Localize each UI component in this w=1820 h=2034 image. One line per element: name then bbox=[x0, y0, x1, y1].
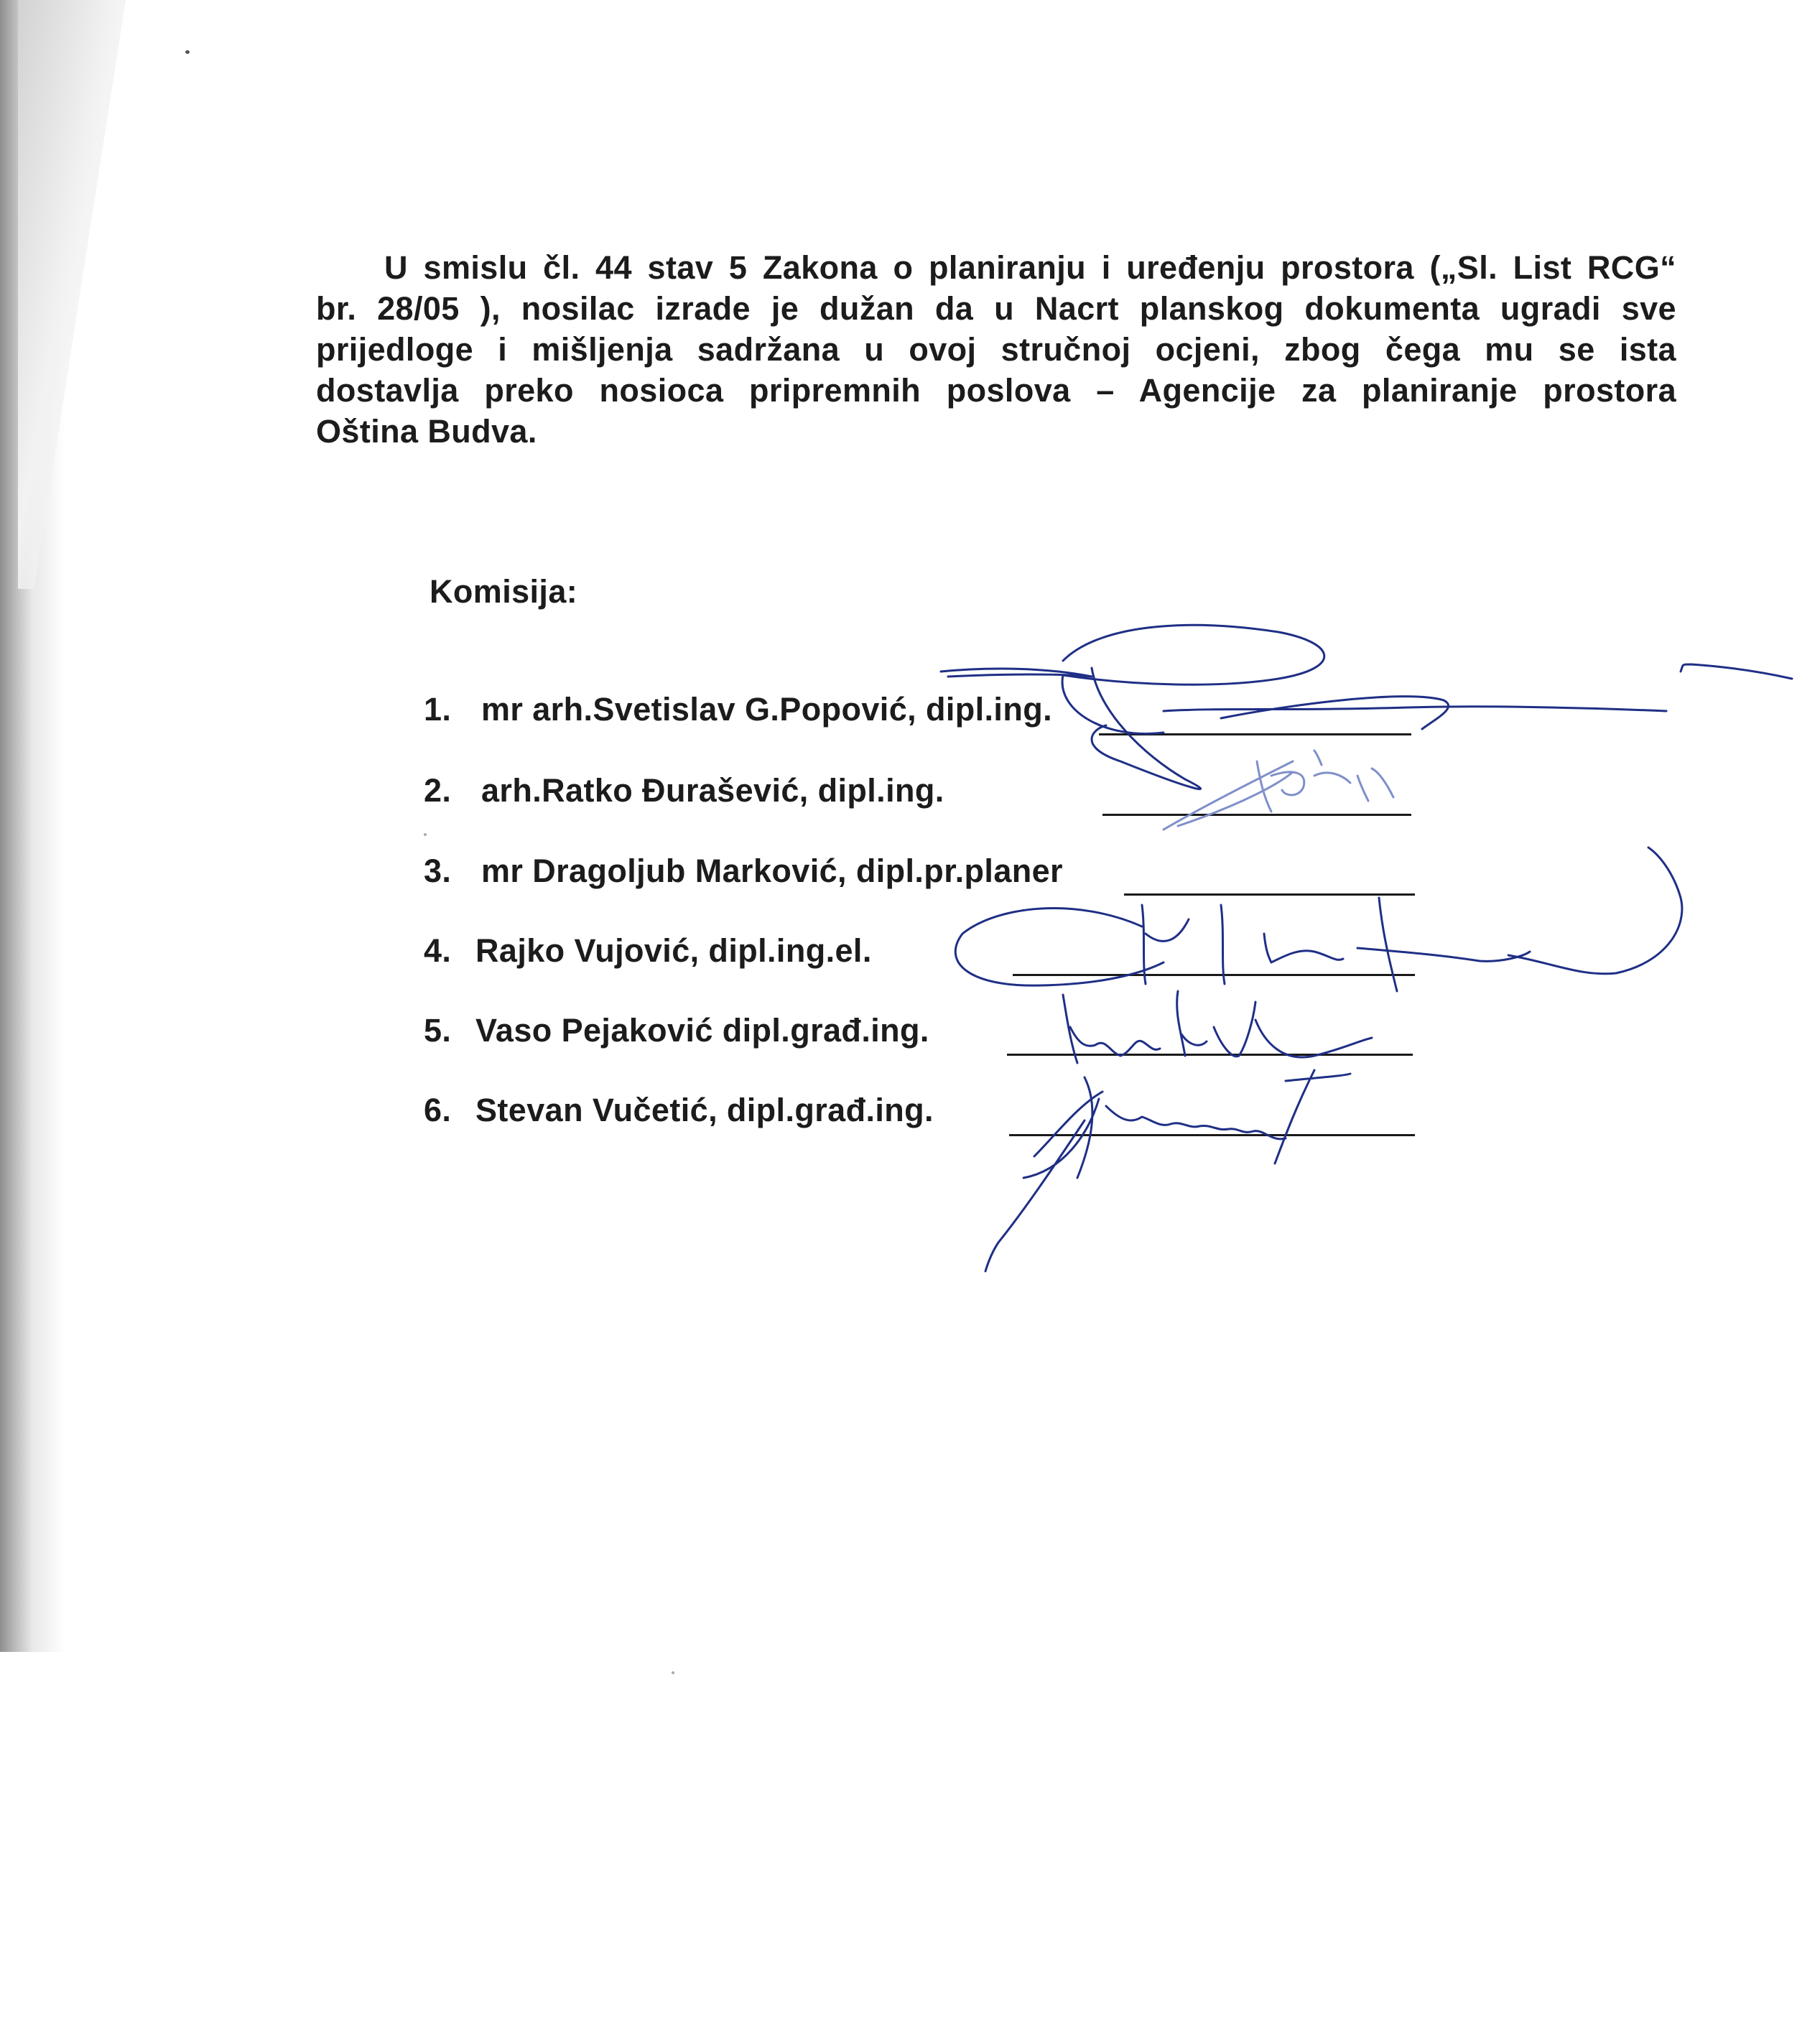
member-name: Rajko Vujović, dipl.ing.el. bbox=[475, 932, 872, 969]
commission-member-2 bbox=[424, 772, 944, 815]
scan-speck bbox=[672, 1671, 674, 1674]
member-number: 6. bbox=[424, 1092, 452, 1128]
signature-line-4 bbox=[1013, 974, 1415, 976]
paragraph-line: U smislu čl. 44 stav 5 Zakona o planiranju i uređenju prostora („Sl. List RCG“ bbox=[384, 249, 1676, 286]
signature-line-1 bbox=[1099, 733, 1411, 735]
member-number: 5. bbox=[424, 1012, 452, 1049]
signature-5 bbox=[1063, 991, 1372, 1063]
signature-line-6 bbox=[1009, 1134, 1415, 1136]
commission-heading: Komisija: bbox=[430, 573, 578, 610]
member-name: Vaso Pejaković dipl.građ.ing. bbox=[475, 1012, 929, 1049]
member-name: mr arh.Svetislav G.Popović, dipl.ing. bbox=[481, 691, 1053, 728]
paragraph-line: prijedloge i mišljenja sadržana u ovoj stručnoj ocjeni, zbog čega mu se ista bbox=[316, 331, 1676, 368]
commission-member-5 bbox=[424, 1012, 929, 1055]
signature-line-2 bbox=[1102, 814, 1411, 816]
paragraph-line: dostavlja preko nosioca pripremnih poslova – Agencije za planiranje prostora bbox=[316, 372, 1676, 409]
commission-member-1 bbox=[424, 691, 1052, 734]
member-number: 4. bbox=[424, 932, 452, 969]
member-number: 2. bbox=[424, 772, 452, 809]
paragraph-line: br. 28/05 ), nosilac izrade je dužan da u Nacrt planskog dokumenta ugradi sve bbox=[316, 290, 1676, 327]
commission-member-6 bbox=[424, 1092, 934, 1135]
signature-6 bbox=[985, 1070, 1350, 1271]
member-name: Stevan Vučetić, dipl.građ.ing. bbox=[475, 1092, 934, 1128]
signature-line-5 bbox=[1007, 1054, 1413, 1056]
signature-line-3 bbox=[1124, 893, 1415, 896]
member-name: arh.Ratko Đurašević, dipl.ing. bbox=[481, 772, 944, 809]
scan-streak bbox=[18, 0, 126, 589]
member-number: 1. bbox=[424, 691, 452, 728]
paragraph-line: Oština Budva. bbox=[316, 413, 537, 450]
signature-4 bbox=[955, 848, 1682, 991]
member-name: mr Dragoljub Marković, dipl.pr.planer bbox=[481, 853, 1063, 889]
scan-speck bbox=[185, 50, 190, 54]
scan-speck bbox=[424, 833, 427, 836]
commission-member-4 bbox=[424, 932, 872, 975]
body-paragraph bbox=[316, 247, 1676, 452]
signature-1 bbox=[941, 625, 1792, 789]
member-number: 3. bbox=[424, 853, 452, 889]
signature-2 bbox=[1164, 751, 1393, 830]
commission-member-3 bbox=[424, 853, 1063, 896]
